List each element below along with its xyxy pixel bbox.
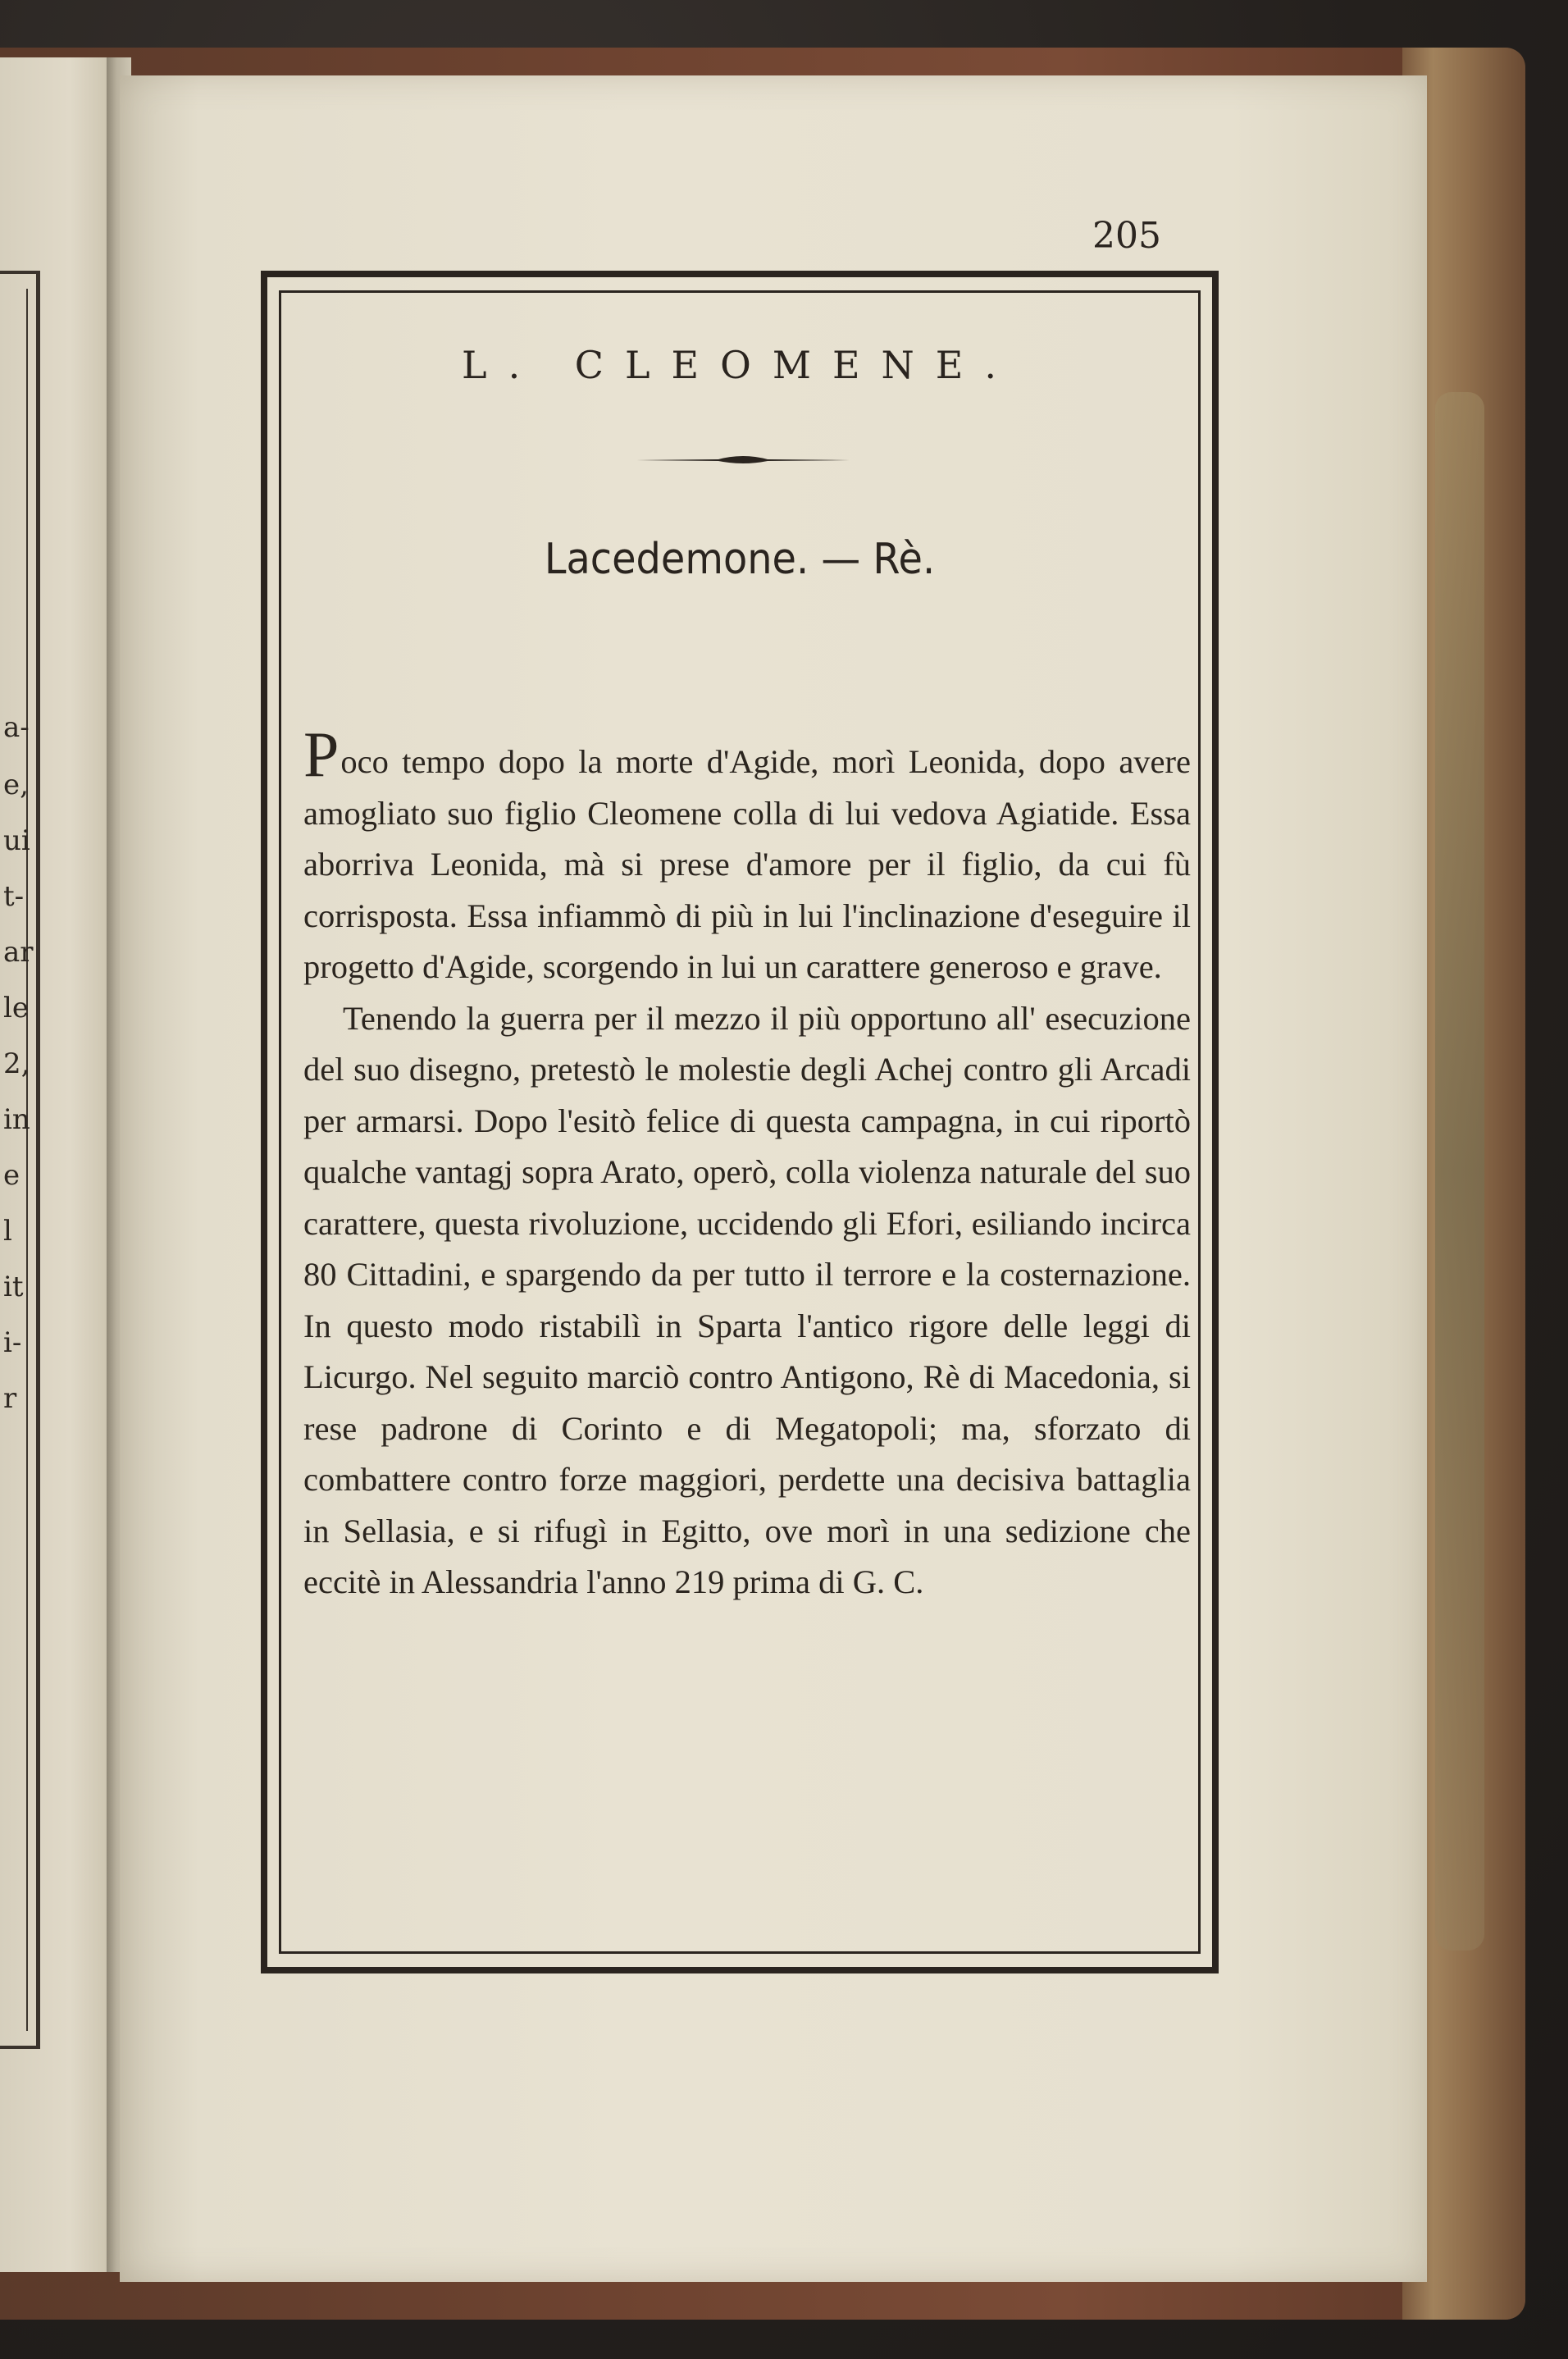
drop-cap: P	[303, 719, 340, 790]
previous-page-fragment: le	[3, 992, 29, 1024]
previous-page-fragment: e	[3, 1159, 21, 1192]
paragraph: Tenendo la guerra per il mezzo il più opportuno all' esecuzione del suo disegno, pretestò le molestie degli Achej contro gli Arcadi per armarsi. Dopo l'esitò felice di questa campagna, in cui riportò qualche vantagj sopra Arato, operò, colla violenza naturale del suo carattere, questa rivoluzione, uccidendo gli Efori, esiliando incirca 80 Cittadini, e spargendo da per tutto il terrore e la costernazione. In questo modo ristabilì in Sparta l'antico rigore delle leggi di Licurgo. Nel seguito marciò contro Antigono, Rè di Macedonia, si rese padrone di Corinto e di Megatopoli; ma, sforzato di combattere contro forze maggiori, perdette una decisiva battaglia in Sellasia, e si rifugì in Egitto, ove morì in una sedizione che eccitè in Alessandria l'anno 219 prima di G. C.	[303, 999, 1191, 1600]
chapter-title: L. CLEOMENE.	[462, 343, 1018, 387]
previous-page-fragment: ar	[3, 936, 34, 969]
previous-page-fragment: a-	[3, 711, 30, 744]
ornament-rule	[636, 454, 850, 466]
chapter-subtitle: Lacedemone. — Rè.	[544, 535, 936, 584]
paragraph-text: oco tempo dopo la morte d'Agide, morì Leonida, dopo avere amogliato suo figlio Cleomene colla di lui vedova Agiatide. Essa aborriva Leonida, mà si prese d'amore per il figlio, da cui fù corrisposta. Essa infiammò di più in lui l'inclinazione d'eseguire il progetto d'Agide, scorgendo in lui un carattere generoso e grave.	[303, 743, 1191, 985]
previous-page-fragment: r	[3, 1382, 17, 1415]
previous-page-fragment: ui	[3, 824, 30, 857]
page-number: 205	[1092, 215, 1161, 257]
paragraph	[303, 719, 1191, 993]
previous-page-fragment: it	[3, 1271, 24, 1303]
previous-page-fragment: 2,	[3, 1047, 30, 1080]
previous-page	[0, 57, 116, 2272]
previous-page-fragment: l	[3, 1215, 12, 1248]
body-text	[303, 719, 1191, 1608]
previous-page-fragment: i-	[3, 1326, 22, 1359]
previous-page-fragment: in	[3, 1103, 30, 1136]
previous-page-fragment: e,	[3, 769, 29, 801]
previous-page-fragment: t-	[3, 880, 25, 913]
